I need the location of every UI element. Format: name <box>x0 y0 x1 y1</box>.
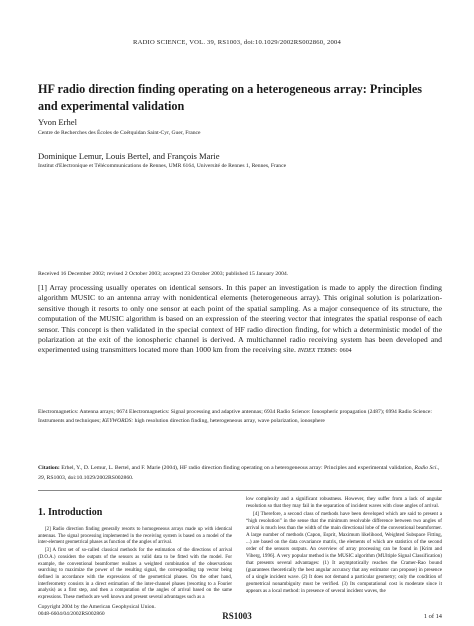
affiliation-1: Centre de Recherches des Écoles de Coëtquidan Saint-Cyr, Guer, France <box>38 130 201 136</box>
paragraph-3-continued: low complexity and a significant robustness. However, they suffer from a lack of angular resolution so that they may fail in the separation of incident waves with close angles of arrival. <box>246 496 442 509</box>
keywords-text: high resolution direction finding, heterogeneous array, wave polarization, ionosphere <box>134 417 325 424</box>
left-column <box>38 527 232 602</box>
citation-end: RS1003, doi:10.1029/2002RS002860. <box>46 474 134 481</box>
paragraph-4: [4] Therefore, a second class of methods have been developed which are said to present a “high resolution” in the sense that the minimum resolvable difference between two angles of arrival is much less than the width of the main directional lobe of the conventional beamformer. A large number of methods (Capon, Esprit, Maximum likelihood, Weighted Subspace Fitting, ...) are based on the data covariance matrix, the elements of which are statistics of the second order of the sensors outputs. An overview of array processing can be found in [Krim and Viberg, 1996]. A very popular method is the MUSIC algorithm (MUltiple Signal Classification) that presents several advantages: (1) It asymptotically reaches the Cramer-Rao bound (guarantees theoretically the best angular accuracy that any estimator can propose) in presence of a single incident wave. (2) It does not demand a particular geometry; only the condition of geometrical nonambiguity must be verified. (3) Its computational cost is moderate since it appears as a local method: in presence of several incident waves, the <box>246 510 442 594</box>
page-number: 1 of 14 <box>423 613 442 620</box>
keywords-label: KEYWORDS: <box>102 417 134 424</box>
citation <box>38 464 442 483</box>
right-column <box>246 496 442 595</box>
affiliation-2: Institut d'Electronique et Télécommunications de Rennes, UMR 6164, Université de Rennes 1, Rennes, France <box>38 163 287 169</box>
citation-label: Citation: <box>38 465 60 471</box>
index-terms-block <box>38 408 442 426</box>
paper-title: HF radio direction finding operating on a heterogeneous array: Principles and experimental validation <box>38 82 423 113</box>
authors-group-2: Dominique Lemur, Louis Bertel, and François Marie <box>38 151 220 161</box>
journal-header: RADIO SCIENCE, VOL. 39, RS1003, doi:10.1029/2002RS002860, 2004 <box>133 39 341 46</box>
issn-line: 0048-6604/04/2002RS002860 <box>38 611 105 618</box>
abstract-text: Array processing usually operates on identical sensors. In this paper an investigation is made to apply the direction finding algorithm MUSIC to an antenna array with nonidentical elements (heterogeneous array). This original solution is polarization-sensitive though it resorts to only one sensor at each point of the spatial sampling. As a major consequence of its structure, the computation of the MUSIC algorithm is based on an expression of the steering vector that integrates the spatial response of each sensor. This concept is then validated in the special context of HF radio direction finding, for which a deterministic model of the polarization at the exit of the ionospheric channel is derived. A multichannel radio receiving system has been developed and experimented using transmitters located more than 1000 km from the receiving site. <box>38 283 442 355</box>
abstract <box>38 283 442 357</box>
index-terms-text: Electromagnetics: Antenna arrays; 0674 Electromagnetics: Signal processing and adaptive antennas; 6934 Radio Science: Ionospheric propagation (2487); 6994 Radio Science: Instruments and techniques; <box>38 409 432 424</box>
article-id-footer: RS1003 <box>222 611 252 621</box>
received-dates: Received 16 December 2002; revised 2 October 2003; accepted 23 October 2003; published 15 January 2004. <box>38 271 289 277</box>
abstract-paragraph-marker: [1] <box>38 283 47 292</box>
index-terms-first: 0604 <box>339 348 352 355</box>
citation-journal: Radio Sci., 39, <box>38 465 440 481</box>
copyright-line: Copyright 2004 by the American Geophysical Union. <box>38 604 156 610</box>
index-terms-label: INDEX TERMS: <box>297 348 338 355</box>
paragraph-2: [2] Radio direction finding generally resorts to homogeneous arrays made up with identical antennas. The signal processing implemented in the receiving system is based on a model of the inter-element geometrical phases as function of the angles of arrival. <box>38 527 232 546</box>
paragraph-3: [3] A first set of so-called classical methods for the estimation of the directions of arrival (D.O.A.) considers the outputs of the sensors as valid data to be fitted with the model. For example, the conventional beamformer realizes a weighted combination of the observations searching to maximize the power of the resulting signal, the corresponding tap vector being defined in accordance with the expressions of the geometrical phases. On the other hand, interferometry consists in a direct estimation of the inter-channel phases (resorting to a Fourier analysis) as a first step, and then a computation of the angles of arrival based on the same expressions. These methods are well known and present several advantages such as a <box>38 548 232 601</box>
citation-text: Erhel, Y., D. Lemur, L. Bertel, and F. Marie (2004), HF radio direction finding operating on a heterogeneous array: Principles and experimental validation, <box>61 465 414 471</box>
section-divider <box>38 490 442 491</box>
section-title: 1. Introduction <box>38 507 103 518</box>
author-erhel: Yvon Erhel <box>38 117 77 127</box>
